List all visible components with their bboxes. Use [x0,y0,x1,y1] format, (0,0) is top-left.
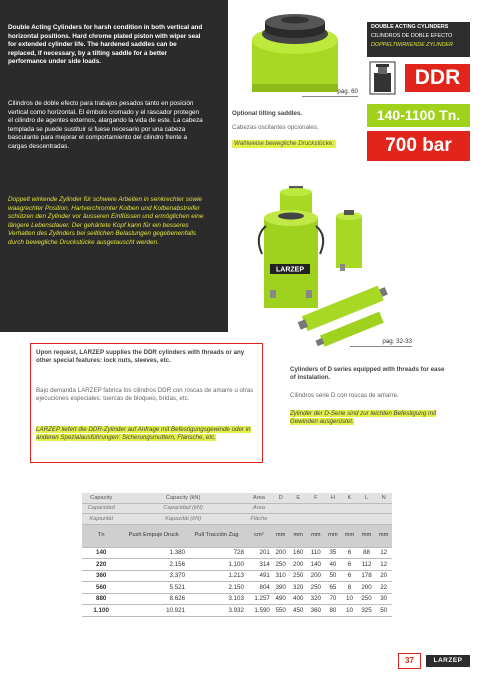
table-cell: 160 [289,547,307,559]
table-cell: 320 [289,582,307,594]
table-cell: 88 [358,547,376,559]
table-cell: 65 [325,582,342,594]
cylinder-icon [369,61,396,95]
special-features-german-text: LARZEP liefert die DDR-Zylinder auf Anfrage mit Befestigungsgewinde oder in anderen Spezialausführungen: Sicherungsmuttern, Flansche, etc. [36,426,251,441]
table-cell: 110 [307,547,325,559]
table-cell: 1.100 [82,605,120,617]
special-features-english: Upon request, LARZEP supplies the DDR cylinders with threads or any other special features: lock nuts, sleeves, etc. [36,349,245,364]
d-series-german [290,410,450,426]
table-cell: 2.150 [187,582,246,594]
table-cell: 880 [82,593,120,605]
table-cell: 20 [375,570,392,582]
table-cell: 250 [289,570,307,582]
cylinder-saddle-image [230,0,358,92]
unit-mm-k: mm [341,524,358,547]
header-d: D [272,493,290,503]
header-capacidad: Capacidad [82,503,120,514]
saddles-caption-spanish: Cabezas oscilantes opcionales. [232,124,319,131]
table-cell: 22 [375,582,392,594]
table-header-german [82,514,392,525]
table-cell: 3.370 [120,570,187,582]
table-cell: 8 [341,582,358,594]
unit-mm-e: mm [289,524,307,547]
header-capacidad-kn: Capacidad (kN) [120,503,246,514]
table-cell: 112 [358,559,376,571]
table-row [82,605,392,617]
table-cell: 201 [246,547,272,559]
header-h: H [325,493,342,503]
d-series-german-text: Zylinder der D-Serie sind zur leichten Befestigung mit Gewinden ausgerüstet. [290,410,437,425]
series-code-badge: DDR [405,64,470,92]
table-cell: 360 [307,605,325,617]
series-header-box [367,22,470,57]
saddles-caption-english: Optional tilting saddles. [232,110,303,117]
intro-english: Double Acting Cylinders for harsh condition in both vertical and horizontal positions. Hard chrome plated piston with wiper seal for extended cylinder life. The hardened saddles can be replaced, if necessary, by a tilting saddle for a better performance under side loads. [8,24,203,66]
table-cell: 3.932 [187,605,246,617]
page-reference-group: pag. 32-33 [350,338,412,347]
table-cell: 1.257 [246,593,272,605]
table-cell: 6 [341,547,358,559]
table-cell: 325 [358,605,376,617]
header-n: N [375,493,392,503]
table-cell: 220 [82,559,120,571]
table-cell: 200 [272,547,290,559]
header-kapazitat: Kapazität [82,514,120,525]
group-brand-text: LARZEP [276,266,304,274]
series-title-english: DOUBLE ACTING CYLINDERS [371,24,449,30]
header-kapazitat-kn: Kapazität (kN) [120,514,246,525]
table-cell: 12 [375,547,392,559]
table-cell: 40 [325,559,342,571]
header-k: K [341,493,358,503]
table-cell: 6 [341,559,358,571]
intro-german: Doppelt wirkende Zylinder für schwere Arbeiten in senkrechter sowie waagrechter Position. Hartverchromter Kolben und Kolbenabstreifer schützen den Zylinder vor äusseren Einflüssen und ermöglichen eine längere Lebensdauer. Der gehärtete Kopf kann für ein besseres Verhalten des Zylinders bei seitlichen Belastungen gegebenenfalls durch bewegliche Druckstücke ausgetauscht werden. [8,196,204,246]
table-cell: 360 [82,570,120,582]
table-cell: 6 [341,570,358,582]
cylinder-group-image [240,178,400,348]
special-features-box [30,343,263,463]
table-cell: 490 [272,593,290,605]
header-capacity-kn: Capacity (kN) [120,493,246,503]
table-cell: 12 [375,559,392,571]
series-title-german: DOPPELTWIRKENDE ZYLINDER [371,42,453,48]
unit-mm-l: mm [358,524,376,547]
unit-pull: Pull Tracción Zug [187,524,246,547]
table-cell: 1.213 [187,570,246,582]
table-cell: 8.626 [120,593,187,605]
unit-mm-n: mm [375,524,392,547]
table-cell: 250 [307,582,325,594]
intro-spanish: Cilindros de doble efecto para trabajos pesados tanto en posición vertical como horizontal. El émbolo cromado y el rascador protegen el cilindro de agentes externos, alargando la vida de este. La cabeza templada se puede sustituir si fuese necesario por una cabeza basculante para mejorar el comportamiento del cilindro frente a cargas descentradas. [8,100,203,150]
table-row [82,559,392,571]
table-cell: 320 [307,593,325,605]
special-features-spanish: Bajo demanda LARZEP fabrica los cilindros DDR con roscas de amarre u otras ejecuciones especiales: tuercas de bloqueo, bridas, etc. [36,387,254,402]
table-cell: 3.103 [187,593,246,605]
table-header-english [82,493,392,503]
table-cell: 200 [358,582,376,594]
d-series-english: Cylinders of D series equipped with threads for ease of instalation. [290,366,445,381]
table-cell: 10.921 [120,605,187,617]
table-cell: 250 [272,559,290,571]
table-cell: 491 [246,570,272,582]
saddles-caption-german: Wahlweise bewegliche Druckstücke. [234,140,334,147]
table-cell: 1.590 [246,605,272,617]
table-cell: 178 [358,570,376,582]
table-cell: 250 [358,593,376,605]
header-f: F [307,493,325,503]
header-flache: Fläche [246,514,272,525]
table-cell: 50 [325,570,342,582]
table-cell: 35 [325,547,342,559]
unit-tn: Tn [82,524,120,547]
table-header-spanish [82,503,392,514]
table-cell: 80 [325,605,342,617]
series-title-spanish: CILINDROS DE DOBLE EFECTO [371,33,453,39]
table-cell: 10 [341,605,358,617]
table-cell: 390 [272,582,290,594]
table-cell: 1.380 [120,547,187,559]
table-units-row [82,524,392,547]
table-cell: 10 [341,593,358,605]
unit-mm-d: mm [272,524,290,547]
table-cell: 5.521 [120,582,187,594]
d-series-spanish: Cilindros serie D con roscas de amarre. [290,392,399,399]
table-row [82,547,392,559]
specification-table [82,493,392,617]
special-features-german [36,426,259,442]
table-cell: 2.156 [120,559,187,571]
table-cell: 314 [246,559,272,571]
header-l: L [358,493,376,503]
header-area: Area [246,493,272,503]
unit-cm2: cm² [246,524,272,547]
table-row [82,570,392,582]
table-cell: 140 [82,547,120,559]
unit-push: Push Empuje Druck [120,524,187,547]
table-cell: 550 [272,605,290,617]
table-cell: 560 [82,582,120,594]
table-row [82,593,392,605]
table-cell: 728 [187,547,246,559]
table-cell: 30 [375,593,392,605]
table-cell: 140 [307,559,325,571]
tonnage-badge: 140-1100 Tn. [367,104,470,127]
table-cell: 70 [325,593,342,605]
unit-mm-h: mm [325,524,342,547]
pressure-badge: 700 bar [367,131,470,161]
page-reference-saddles: pag. 60 [302,88,358,97]
table-cell: 200 [289,559,307,571]
larzep-logo: LARZEP [426,655,470,667]
table-cell: 50 [375,605,392,617]
table-cell: 200 [307,570,325,582]
table-cell: 310 [272,570,290,582]
header-capacity: Capacity [82,493,120,503]
table-row [82,582,392,594]
header-area-es: Area [246,503,272,514]
table-cell: 1.100 [187,559,246,571]
page-number: 37 [398,653,421,669]
table-cell: 804 [246,582,272,594]
header-e: E [289,493,307,503]
table-cell: 450 [289,605,307,617]
unit-mm-f: mm [307,524,325,547]
table-cell: 400 [289,593,307,605]
